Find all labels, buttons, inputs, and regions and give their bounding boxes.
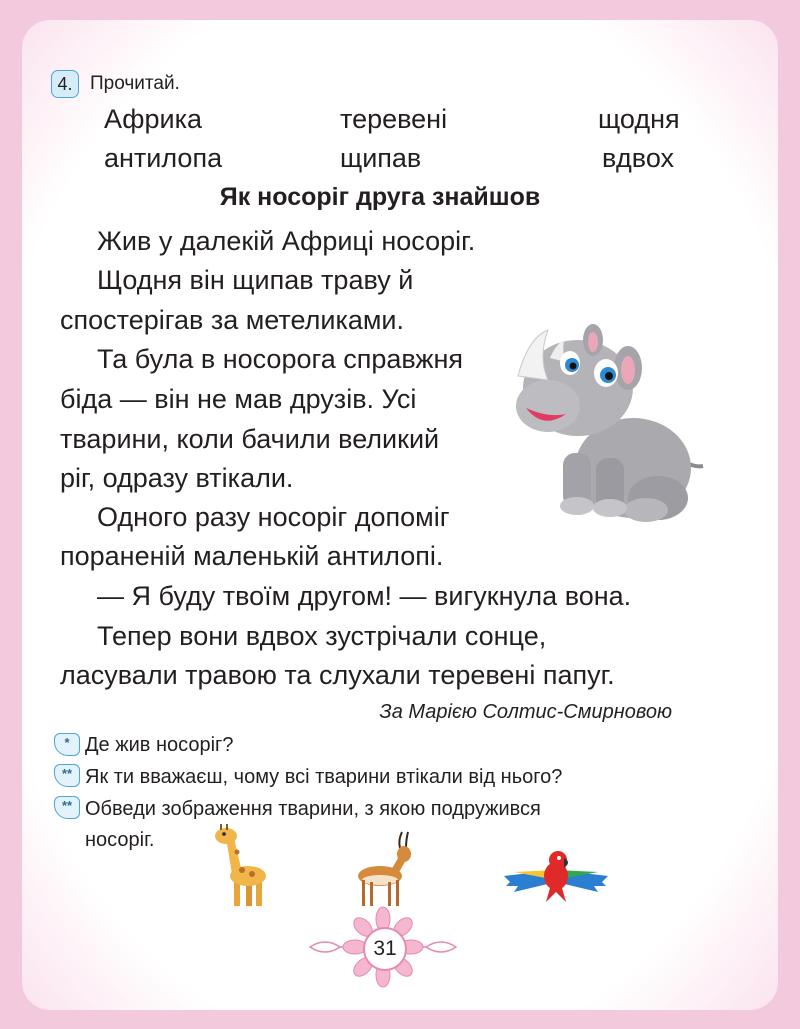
story-line: Та була в носорога справжня (97, 344, 464, 374)
story-line: Щодня він щипав траву й (97, 265, 414, 295)
word-shchodnia: щодня (598, 104, 680, 134)
story-line: біда — він не мав друзів. Усі (60, 384, 417, 414)
word-antylopa: антилопа (104, 143, 223, 173)
difficulty-two-star-icon: ** (54, 796, 80, 819)
word-shchypav: щипав (340, 143, 422, 173)
story-line: Жив у далекій Африці носоріг. (97, 226, 476, 256)
story-author: За Марією Солтис-Смирновою (379, 701, 672, 723)
word-tereveni: теревені (340, 104, 448, 134)
story-line: тварини, коли бачили великий (60, 424, 440, 454)
task-instruction: Прочитай. (90, 73, 180, 94)
page-number: 31 (363, 927, 407, 971)
parrot-illustration[interactable] (500, 846, 612, 904)
rhinoceros-illustration (508, 318, 708, 528)
difficulty-one-star-icon: * (54, 733, 80, 756)
word-vdvokh: вдвох (602, 143, 675, 173)
story-line: пораненій маленькій антилопі. (60, 541, 444, 571)
question-3: Обведи зображення тварини, з якою подружився (85, 798, 541, 820)
word-africa: Африка (104, 104, 203, 134)
giraffe-illustration[interactable] (212, 822, 272, 910)
story-title: Як носоріг друга знайшов (219, 183, 541, 211)
question-3-continuation: носоріг. (85, 829, 155, 851)
antelope-illustration[interactable] (352, 828, 420, 908)
story-line: Одного разу носоріг допоміг (97, 502, 450, 532)
story-line: Тепер вони вдвох зустрічали сонце, (97, 621, 547, 651)
difficulty-two-star-icon: ** (54, 764, 80, 787)
task-number-badge: 4. (51, 70, 79, 98)
story-line: — Я буду твоїм другом! — вигукнула вона. (97, 581, 632, 611)
story-line: ласували травою та слухали теревені папуг. (60, 660, 615, 690)
story-line: ріг, одразу втікали. (60, 463, 294, 493)
question-2: Як ти вважаєш, чому всі тварини втікали від нього? (85, 766, 563, 788)
story-line: спостерігав за метеликами. (60, 305, 405, 335)
question-1: Де жив носоріг? (85, 734, 234, 756)
